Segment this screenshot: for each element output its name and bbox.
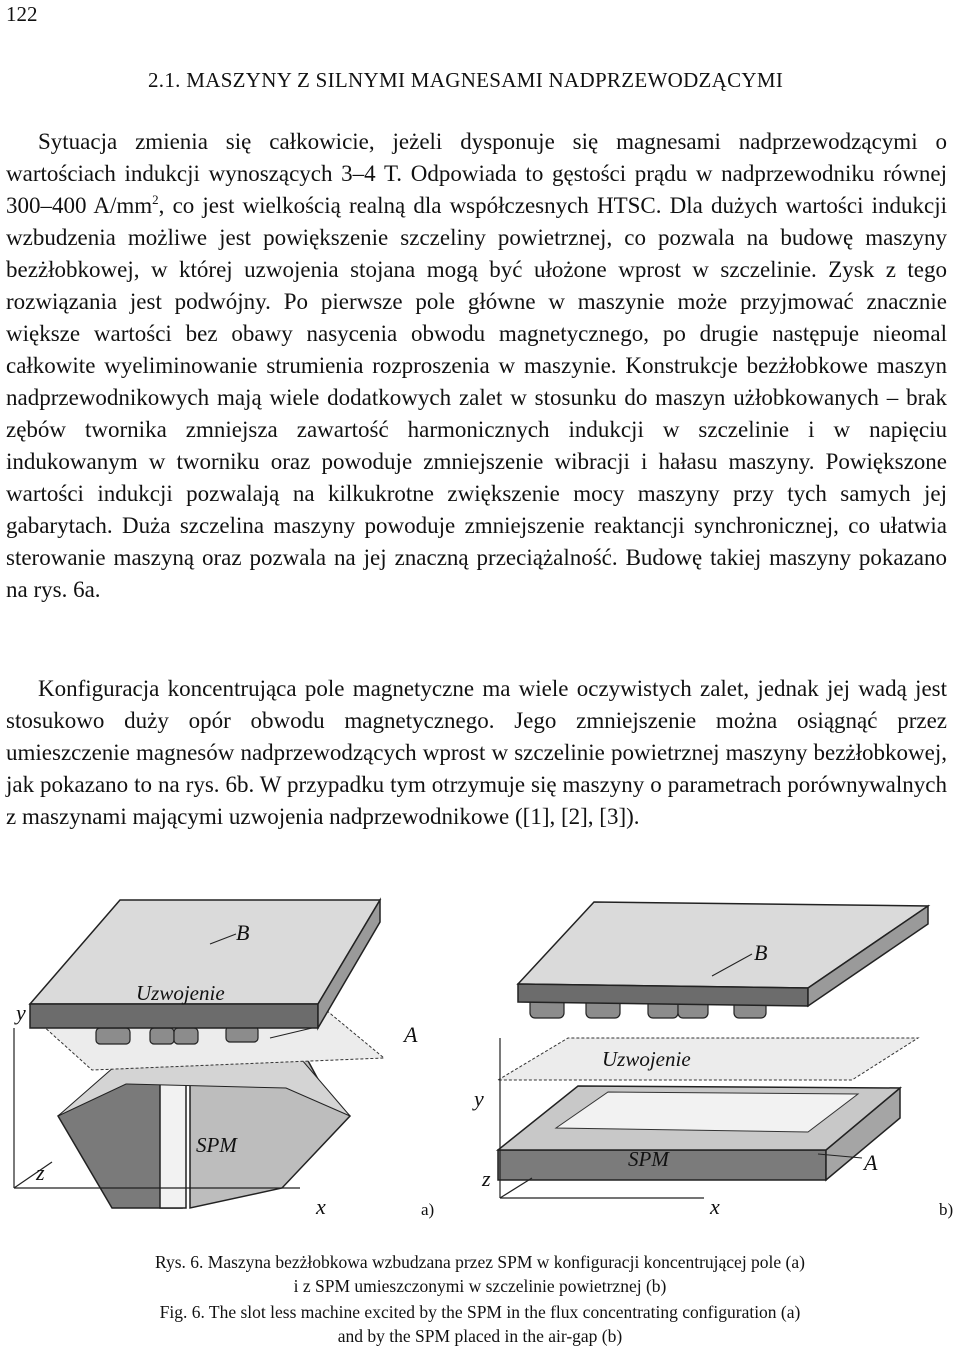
caption-en-line-1: Fig. 6. The slot less machine excited by the SPM in the flux concentrating configuration (a) [159, 1302, 801, 1322]
paragraph-1-text-b: , co jest wielkością realną dla współczesnych HTSC. Dla dużych wartości indukcji wzbudzenia możliwe jest powiększenie szczeliny powietrznej, co pozwala na budowę maszyny bezżłobkowej, w której uzwojenia stojana mogą być ułożone wprost w szczelinie. Zysk z tego rozwiązania jest podwójny. Po pierwsze pole główne w maszynie może przyjmować znacznie większe wartości bez obawy nasycenia obwodu magnetycznego, po drugie następuje nieomal całkowite wyeliminowanie strumienia rozproszenia w maszynie. Konstrukcje bezżłobkowe maszyn nadprzewodnikowych mają wiele dodatkowych zalet w stosunku do maszyn użłobkowanych – brak zębów twornika zmniejsza zawartość harmonicznych indukcji w szczelinie i w napięciu indukowanym w tworniku oraz powoduje zmniejszenie wibracji i hałasu maszyny. Powiększone wartości indukcji pozwalają na kilkukrotne zwiększenie mocy maszyny przy tych samych jej gabarytach. Duża szczelina maszyny powoduje zmniejszenie reaktancji synchronicznej, co ułatwia sterowanie maszyną oraz pozwala na jej znaczną przeciążalność. Budowę takiej maszyny pokazano na rys. 6a. [6, 193, 948, 602]
label-z: z [482, 1166, 491, 1191]
figure-a-tag: a) [421, 1200, 435, 1219]
label-x: x [710, 1194, 720, 1219]
label-uzwojenie: Uzwojenie [602, 1047, 691, 1071]
paragraph-2 [6, 673, 947, 833]
label-z: z [36, 1160, 45, 1185]
label-y: y [16, 1000, 26, 1025]
paragraph-1 [6, 126, 947, 606]
paragraph-2-text: Konfiguracja koncentrująca pole magnetyczne ma wiele oczywistych zalet, jednak jej wadą jest stosukowo duży opór obwodu magnetycznego. Jego zmniejszenie można osiągnąć przez umieszczenie magnesów nadprzewodzących wprost w szczelinie powietrznej maszyny bezżłobkowej, jak pokazano to na rys. 6b. W przypadku tym otrzymuje się maszyny o parametrach porównywalnych z maszynami mającymi uzwojenia nadprzewodnikowe ([1], [2], [3]). [6, 676, 947, 829]
caption-pl-line-2: i z SPM umieszczonymi w szczelinie powietrznej (b) [293, 1276, 667, 1296]
figure-b-drawing [468, 888, 938, 1228]
stator-front [518, 984, 808, 1006]
label-x: x [316, 1194, 326, 1219]
label-uzwojenie: Uzwojenie [136, 981, 225, 1005]
airgap-layer [498, 1038, 918, 1080]
label-b: B [754, 940, 768, 965]
label-a: A [864, 1150, 878, 1175]
superscript: 2 [152, 192, 159, 207]
label-spm: SPM [628, 1147, 669, 1171]
figure-a-drawing [0, 888, 440, 1228]
label-y: y [474, 1086, 484, 1111]
page-number: 122 [6, 2, 38, 26]
caption-pl-line-1: Rys. 6. Maszyna bezżłobkowa wzbudzana przez SPM w konfiguracji koncentrującej pole (a) [155, 1252, 805, 1272]
figure-b-tag: b) [939, 1200, 954, 1219]
figure-a [0, 888, 440, 1228]
stator-front [30, 1004, 318, 1028]
spm-plate [556, 1092, 858, 1132]
label-a: A [404, 1022, 418, 1047]
section-heading: 2.1. MASZYNY Z SILNYMI MAGNESAMI NADPRZEWODZĄCYMI [148, 68, 784, 92]
caption-en-line-2: and by the SPM placed in the air-gap (b) [337, 1326, 623, 1346]
paragraph-1-text-a: Sytuacja zmienia się całkowicie, jeżeli dysponuje się magnesami nadprzewodzącymi o wartościach indukcji wynoszących 3–4 T. Odpowiada to gęstości prądu w nadprzewodniku równej 300–400 A/mm [6, 129, 947, 218]
label-spm: SPM [196, 1133, 237, 1157]
figure-b [468, 888, 938, 1228]
label-b: B [236, 920, 250, 945]
stator-top [518, 902, 928, 988]
